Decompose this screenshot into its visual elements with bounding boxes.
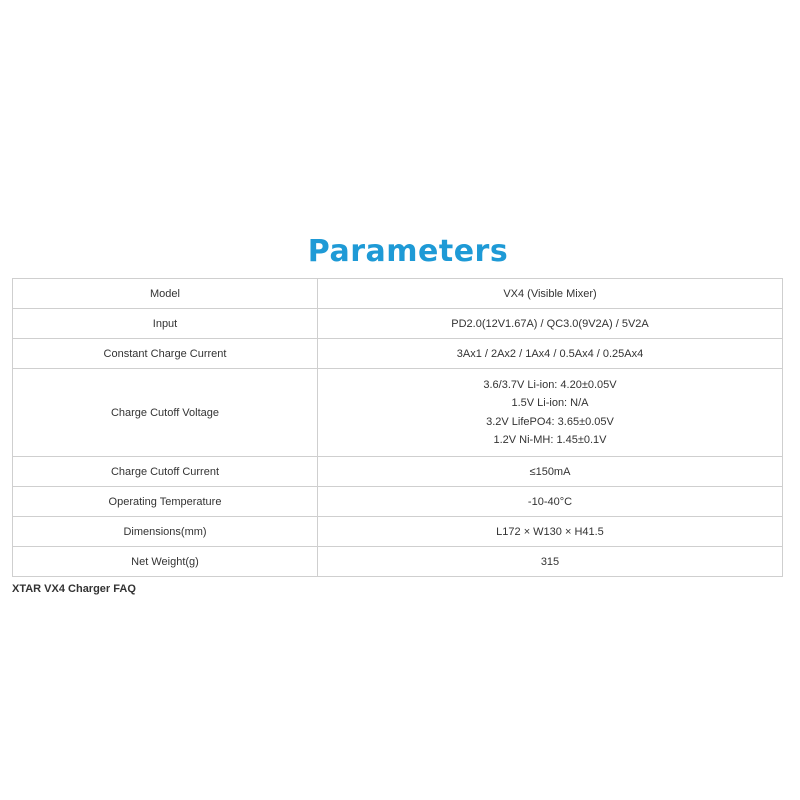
param-label-net-weight: Net Weight(g) <box>13 547 318 577</box>
table-row <box>13 487 783 517</box>
cutoff-voltage-line: 1.2V Ni-MH: 1.45±0.1V <box>493 434 607 446</box>
cutoff-voltage-line: 3.6/3.7V Li-ion: 4.20±0.05V <box>483 378 617 391</box>
table-row <box>13 309 783 339</box>
parameters-table <box>12 278 783 577</box>
param-value-operating-temperature: -10-40°C <box>318 487 783 517</box>
param-label-dimensions: Dimensions(mm) <box>13 517 318 547</box>
param-label-constant-charge-current: Constant Charge Current <box>13 339 318 369</box>
table-row <box>13 517 783 547</box>
cutoff-voltage-line: 3.2V LifePO4: 3.65±0.05V <box>486 415 614 428</box>
param-label-model: Model <box>13 279 318 309</box>
param-value-input: PD2.0(12V1.67A) / QC3.0(9V2A) / 5V2A <box>318 309 783 339</box>
table-row <box>13 457 783 487</box>
param-value-net-weight: 315 <box>318 547 783 577</box>
param-value-charge-cutoff-voltage <box>318 369 783 457</box>
faq-heading: XTAR VX4 Charger FAQ <box>12 583 136 595</box>
param-label-operating-temperature: Operating Temperature <box>13 487 318 517</box>
table-row <box>13 369 783 457</box>
param-label-input: Input <box>13 309 318 339</box>
table-row <box>13 279 783 309</box>
param-value-constant-charge-current: 3Ax1 / 2Ax2 / 1Ax4 / 0.5Ax4 / 0.25Ax4 <box>318 339 783 369</box>
param-label-charge-cutoff-voltage: Charge Cutoff Voltage <box>13 369 318 457</box>
param-value-dimensions: L172 × W130 × H41.5 <box>318 517 783 547</box>
table-row <box>13 339 783 369</box>
cutoff-voltage-line: 1.5V Li-ion: N/A <box>511 397 589 409</box>
param-value-charge-cutoff-current: ≤150mA <box>318 457 783 487</box>
table-row <box>13 547 783 577</box>
param-label-charge-cutoff-current: Charge Cutoff Current <box>13 457 318 487</box>
param-value-model: VX4 (Visible Mixer) <box>318 279 783 309</box>
page-title: Parameters <box>307 234 509 269</box>
